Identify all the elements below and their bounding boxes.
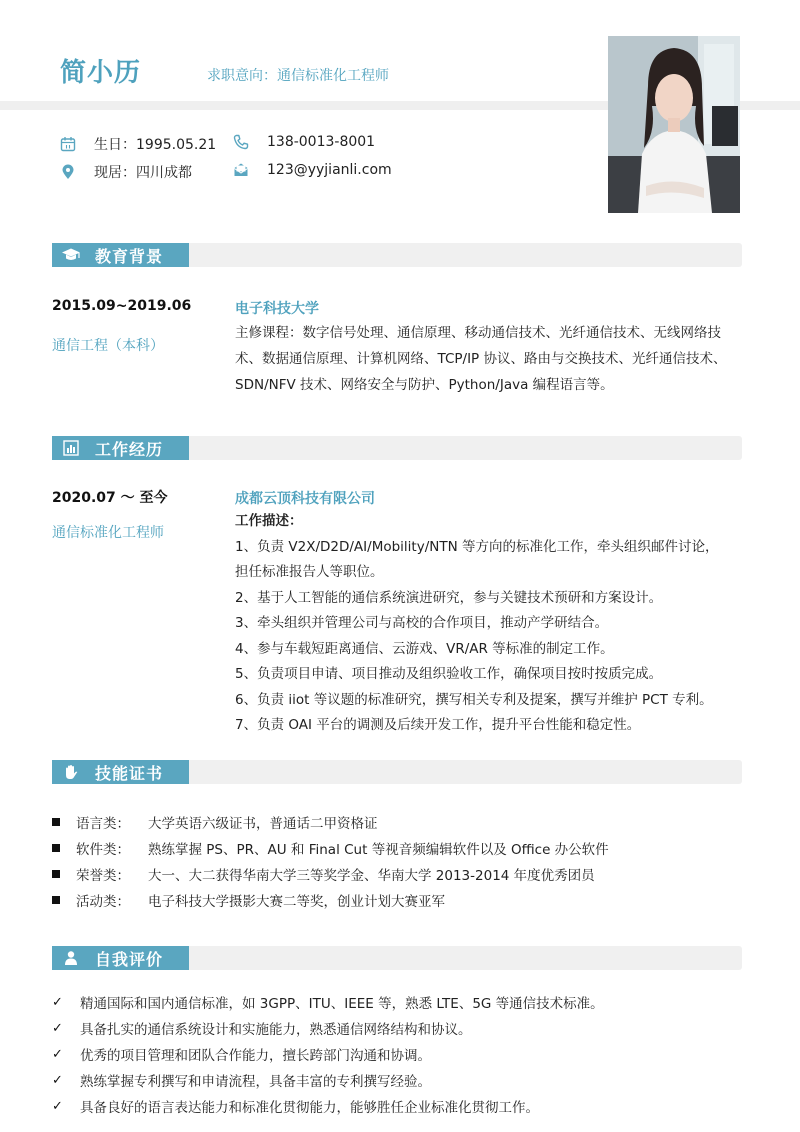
section-self-title: 自我评价 [95,949,164,969]
birthday-row [60,134,216,154]
envelope-icon [233,162,249,178]
section-work-title: 工作经历 [95,439,164,459]
work-line: 2、基于人工智能的通信系统演进研究，参与关键技术预研和方案设计。 [235,589,663,606]
education-courses: 主修课程：数字信号处理、通信原理、移动通信技术、光纤通信技术、无线网络技术、数据通信原理、计算机网络、TCP/IP 协议、路由与交换技术、光纤通信技术、SDN/NFV 技术、网络安全与防护、Python/Java 编程语言等。 [235,325,727,393]
work-position: 通信标准化工程师 [52,525,164,541]
skill-label: 荣誉类： [76,868,130,884]
work-line: 5、负责项目申请、项目推动及组织验收工作，确保项目按时按质完成。 [235,666,663,682]
self-eval-item [52,1093,752,1119]
section-skills [52,760,742,784]
bullet-square-icon [52,818,60,826]
self-eval-text: 精通国际和国内通信标准，如 3GPP、ITU、IEEE 等，熟悉 LTE、5G 等通信技术标准。 [80,996,604,1012]
skill-value: 大一、大二获得华南大学三等奖学金、华南大学 2013-2014 年度优秀团员 [148,868,595,884]
skill-value: 熟练掌握 PS、PR、AU 和 Final Cut 等视音频编辑软件以及 Office 办公软件 [148,842,609,858]
skill-item [52,835,752,861]
self-eval-text: 熟练掌握专利撰写和申请流程，具备丰富的专利撰写经验。 [80,1074,431,1090]
bullet-square-icon [52,870,60,878]
location-row [60,162,192,182]
skill-value: 大学英语六级证书，普通话二甲资格证 [148,816,378,832]
skill-item [52,887,752,913]
self-eval-text: 具备良好的语言表达能力和标准化贯彻能力，能够胜任企业标准化贯彻工作。 [80,1100,539,1116]
calendar-icon [60,136,76,152]
self-eval-item [52,1041,752,1067]
self-eval-item [52,989,752,1015]
job-intent: 求职意向：通信标准化工程师 [207,68,389,84]
location-pin-icon [60,164,76,180]
work-company: 成都云顶科技有限公司 [235,491,375,507]
bullet-square-icon [52,844,60,852]
section-skills-title: 技能证书 [95,763,164,783]
section-work-tag [52,436,189,460]
location-text: 现居：四川成都 [94,165,192,181]
work-line: 4、参与车载短距离通信、云游戏、VR/AR 等标准的制定工作。 [235,640,614,657]
phone-text: 138-0013-8001 [267,134,376,150]
work-date: 2020.07 ～ 至今 [52,490,168,506]
work-line: 6、负责 iiot 等议题的标准研究，撰写相关专利及提案，撰写并维护 PCT 专利。 [235,691,713,708]
checkmark-icon: ✓ [52,994,63,1010]
bullet-square-icon [52,896,60,904]
work-description [235,509,750,739]
section-skills-tag [52,760,189,784]
birthday-text: 生日：1995.05.21 [94,137,217,153]
checkmark-icon: ✓ [52,1098,63,1114]
checkmark-icon: ✓ [52,1020,63,1036]
skills-list [52,809,752,913]
phone-icon [233,134,249,150]
skill-label: 活动类： [76,894,130,910]
skill-label: 语言类： [76,816,130,832]
skill-item [52,809,752,835]
self-eval-item [52,1067,752,1093]
section-education [52,243,742,267]
candidate-name: 简小历 [60,58,142,88]
checkmark-icon: ✓ [52,1072,63,1088]
self-eval-text: 具备扎实的通信系统设计和实施能力，熟悉通信网络结构和协议。 [80,1022,472,1038]
work-line: 7、负责 OAI 平台的调测及后续开发工作，提升平台性能和稳定性。 [235,717,641,733]
section-self-tag [52,946,189,970]
education-school: 电子科技大学 [235,301,319,317]
person-icon [61,948,81,968]
email-text: 123@yyjianli.com [267,162,392,178]
phone-row [233,134,375,150]
checkmark-icon: ✓ [52,1046,63,1062]
section-education-tag [52,243,189,267]
skill-value: 电子科技大学摄影大赛二等奖，创业计划大赛亚军 [148,894,445,910]
skill-label: 软件类： [76,842,130,858]
work-line: 3、牵头组织并管理公司与高校的合作项目，推动产学研结合。 [235,615,609,631]
education-date: 2015.09~2019.06 [52,298,192,314]
hand-icon [61,762,81,782]
section-self [52,946,742,970]
education-major: 通信工程（本科） [52,338,164,354]
self-eval-list [52,989,752,1119]
section-education-title: 教育背景 [95,246,164,266]
graduation-cap-icon [61,245,81,265]
bar-chart-icon [61,438,81,458]
work-line: 担任标准报告人等职位。 [235,564,384,580]
profile-photo [608,36,740,213]
self-eval-text: 优秀的项目管理和团队合作能力，擅长跨部门沟通和协调。 [80,1048,431,1064]
self-eval-item [52,1015,752,1041]
work-line: 1、负责 V2X/D2D/AI/Mobility/NTN 等方向的标准化工作，牵头组织邮件讨论， [235,538,719,555]
work-desc-title: 工作描述： [235,513,303,529]
email-row [233,162,392,178]
section-work [52,436,742,460]
skill-item [52,861,752,887]
